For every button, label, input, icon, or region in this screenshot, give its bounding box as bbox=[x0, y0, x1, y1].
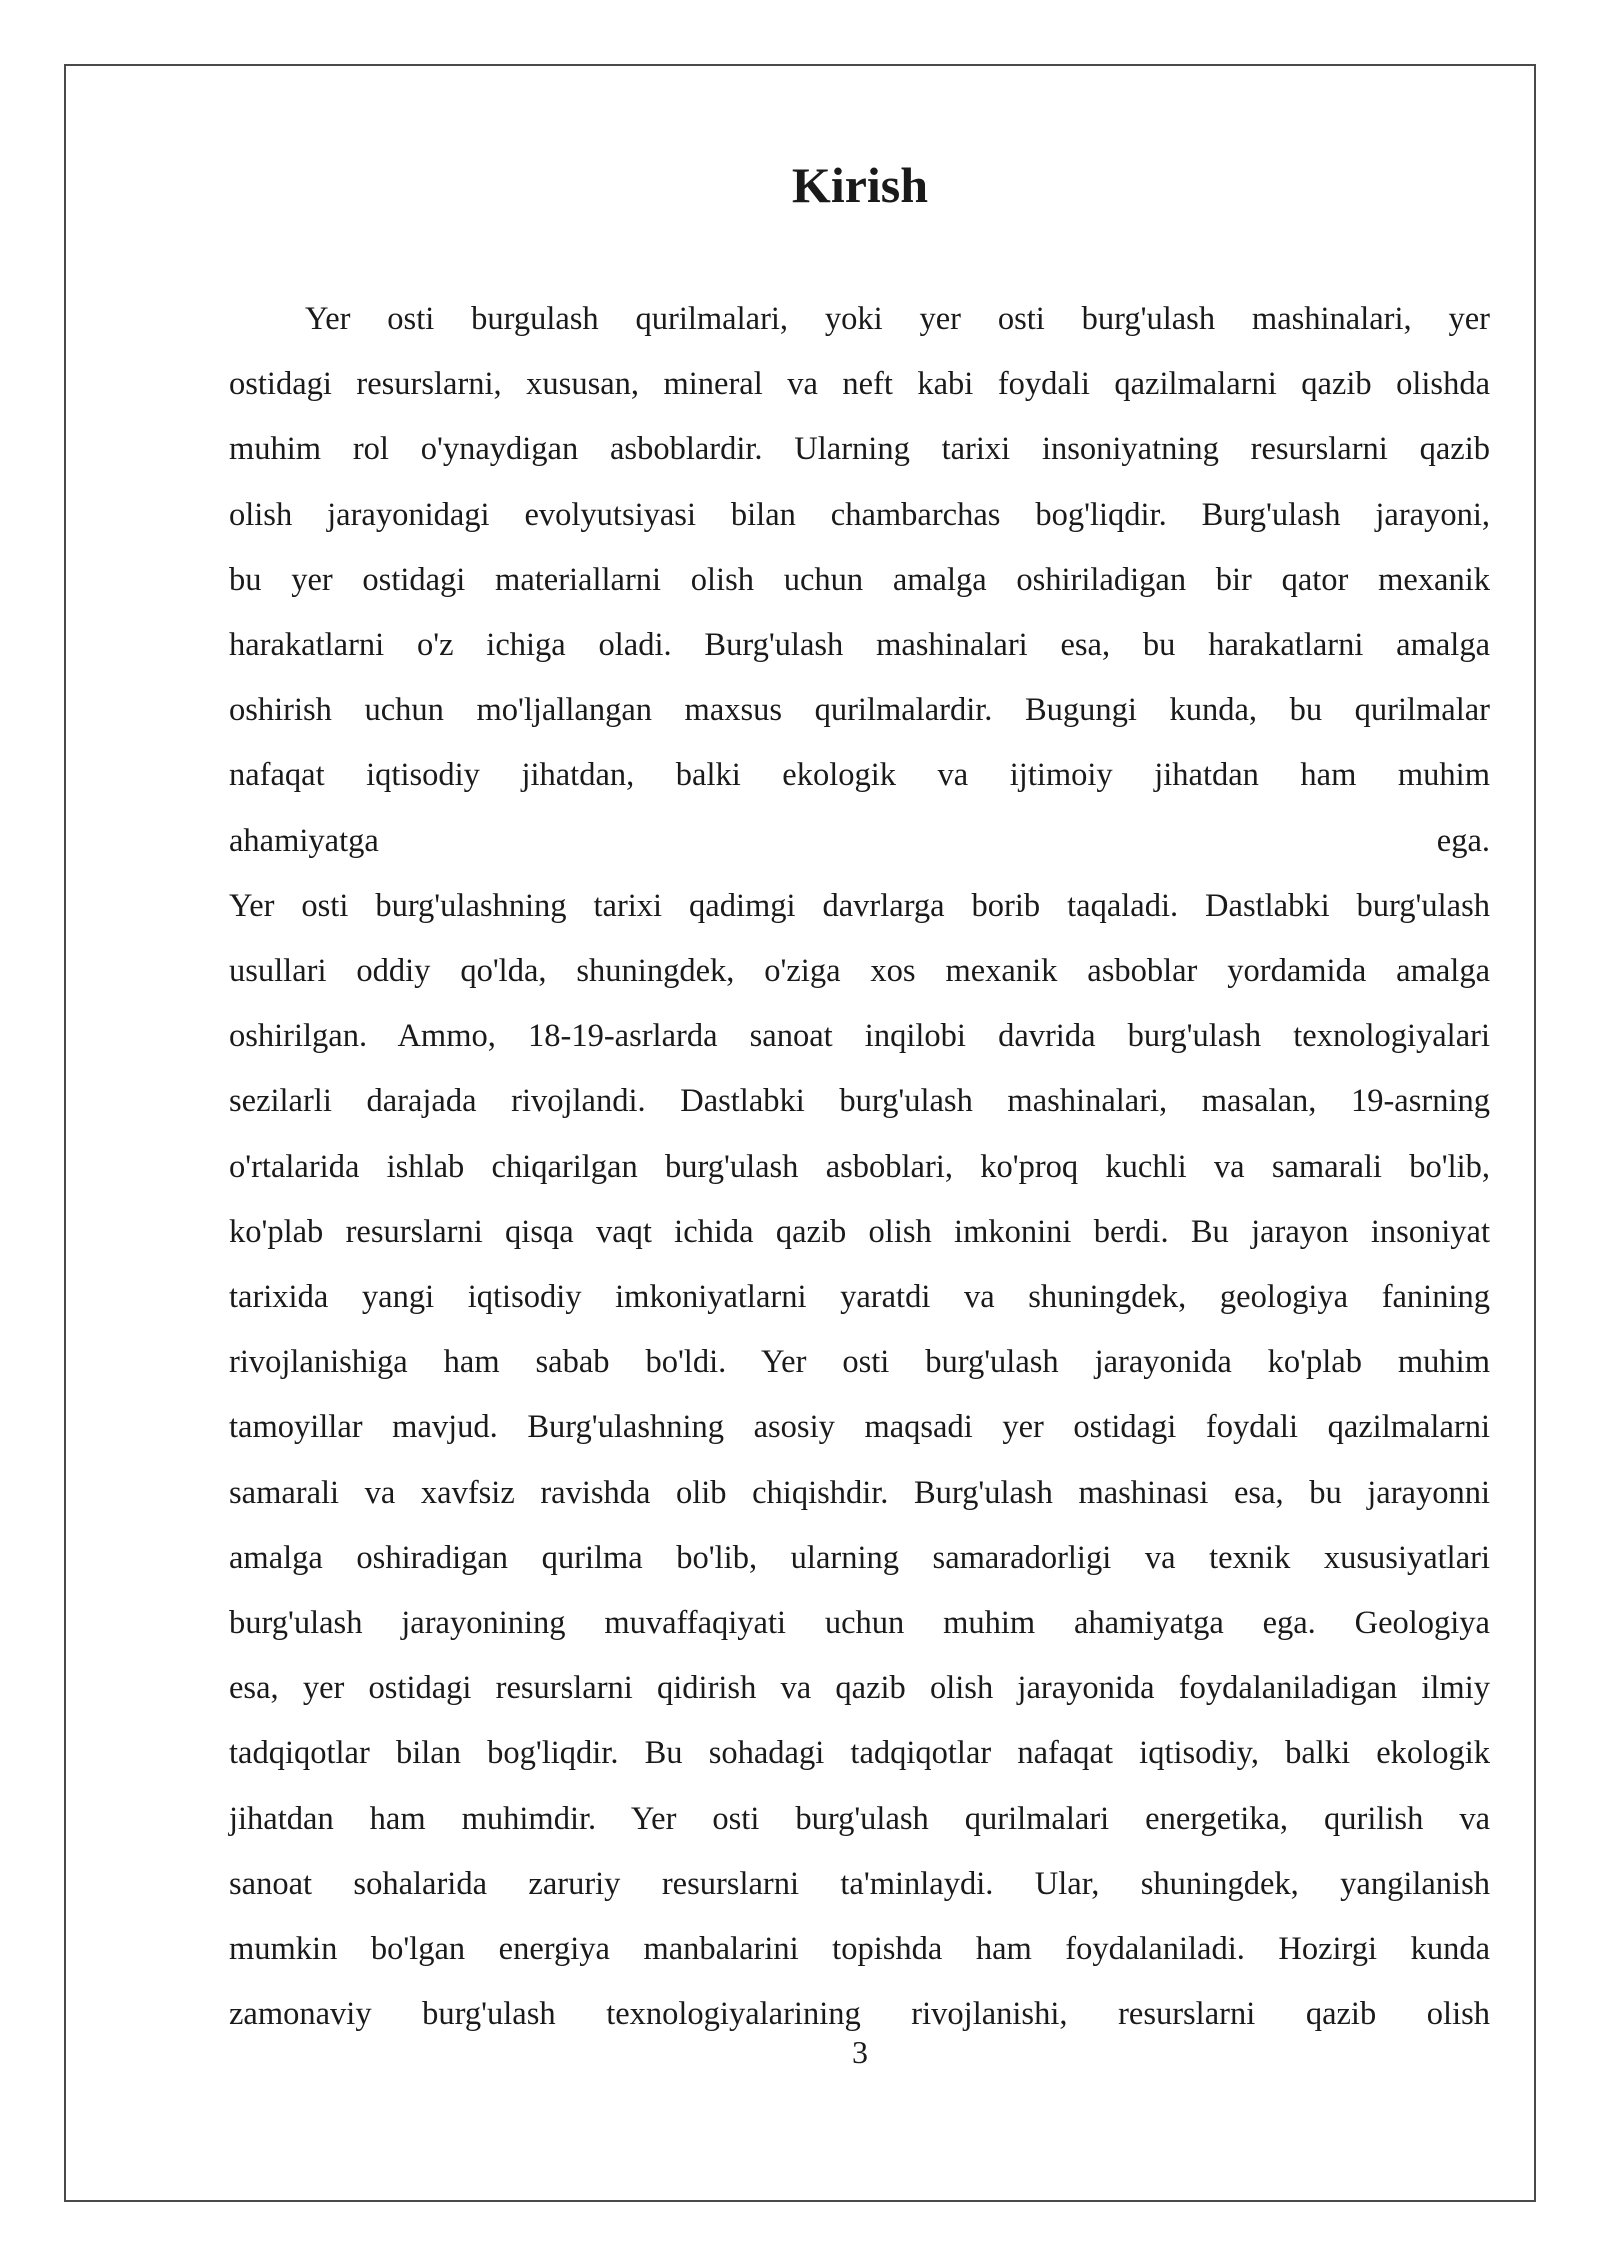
paragraph bbox=[229, 287, 1490, 2047]
page-title: Kirish bbox=[791, 157, 929, 213]
text-line: ahamiyatga ega. bbox=[229, 822, 1490, 859]
text-line: burg'ulash jarayonining muvaffaqiyati uchun muhim ahamiyatga ega. Geologiya bbox=[229, 1605, 1490, 1642]
text-line: oshirilgan. Ammo, 18-19-asrlarda sanoat inqilobi davrida burg'ulash texnologiyalari bbox=[229, 1018, 1490, 1055]
text-line: bu yer ostidagi materiallarni olish uchun amalga oshiriladigan bir qator mexanik bbox=[229, 561, 1490, 598]
text-line: amalga oshiradigan qurilma bo'lib, ularning samaradorligi va texnik xususiyatlari bbox=[229, 1539, 1490, 1576]
text-line: ko'plab resurslarni qisqa vaqt ichida qazib olish imkonini berdi. Bu jarayon insoniyat bbox=[229, 1213, 1490, 1250]
text-line: zamonaviy burg'ulash texnologiyalarining rivojlanishi, resurslarni qazib olish bbox=[229, 1996, 1490, 2033]
text-line: muhim rol o'ynaydigan asboblardir. Ularning tarixi insoniyatning resurslarni qazib bbox=[229, 431, 1490, 468]
text-line: tarixida yangi iqtisodiy imkoniyatlarni yaratdi va shuningdek, geologiya fanining bbox=[229, 1279, 1490, 1316]
text-line: samarali va xavfsiz ravishda olib chiqishdir. Burg'ulash mashinasi esa, bu jarayonni bbox=[229, 1474, 1490, 1511]
text-line: usullari oddiy qo'lda, shuningdek, o'ziga xos mexanik asboblar yordamida amalga bbox=[229, 953, 1490, 990]
text-line: esa, yer ostidagi resurslarni qidirish va qazib olish jarayonida foydalaniladigan ilmiy bbox=[229, 1670, 1490, 1707]
text-line: tamoyillar mavjud. Burg'ulashning asosiy maqsadi yer ostidagi foydali qazilmalarni bbox=[229, 1409, 1490, 1446]
page-number: 3 bbox=[852, 2034, 868, 2070]
body-text bbox=[229, 287, 1490, 2047]
text-line: ostidagi resurslarni, xususan, mineral va neft kabi foydali qazilmalarni qazib olishda bbox=[229, 366, 1490, 403]
text-line: tadqiqotlar bilan bog'liqdir. Bu sohadagi tadqiqotlar nafaqat iqtisodiy, balki ekologik bbox=[229, 1735, 1490, 1772]
text-line: Yer osti burgulash qurilmalari, yoki yer osti burg'ulash mashinalari, yer bbox=[305, 301, 1490, 337]
text-line: rivojlanishiga ham sabab bo'ldi. Yer osti burg'ulash jarayonida ko'plab muhim bbox=[229, 1344, 1490, 1381]
text-line: jihatdan ham muhimdir. Yer osti burg'ulash qurilmalari energetika, qurilish va bbox=[229, 1800, 1490, 1837]
text-line: Yer osti burg'ulashning tarixi qadimgi davrlarga borib taqaladi. Dastlabki burg'ulash bbox=[229, 887, 1490, 924]
text-line: sanoat sohalarida zaruriy resurslarni ta'minlaydi. Ular, shuningdek, yangilanish bbox=[229, 1865, 1490, 1902]
text-line: olish jarayonidagi evolyutsiyasi bilan chambarchas bog'liqdir. Burg'ulash jarayoni, bbox=[229, 496, 1490, 533]
text-line: nafaqat iqtisodiy jihatdan, balki ekologik va ijtimoiy jihatdan ham muhim bbox=[229, 757, 1490, 794]
text-line: harakatlarni o'z ichiga oladi. Burg'ulash mashinalari esa, bu harakatlarni amalga bbox=[229, 627, 1490, 664]
text-line: sezilarli darajada rivojlandi. Dastlabki burg'ulash mashinalari, masalan, 19-asrning bbox=[229, 1083, 1490, 1120]
text-line: oshirish uchun mo'ljallangan maxsus qurilmalardir. Bugungi kunda, bu qurilmalar bbox=[229, 692, 1490, 729]
text-line: mumkin bo'lgan energiya manbalarini topishda ham foydalaniladi. Hozirgi kunda bbox=[229, 1931, 1490, 1968]
text-line: o'rtalarida ishlab chiqarilgan burg'ulash asboblari, ko'proq kuchli va samarali bo'lib, bbox=[229, 1148, 1490, 1185]
